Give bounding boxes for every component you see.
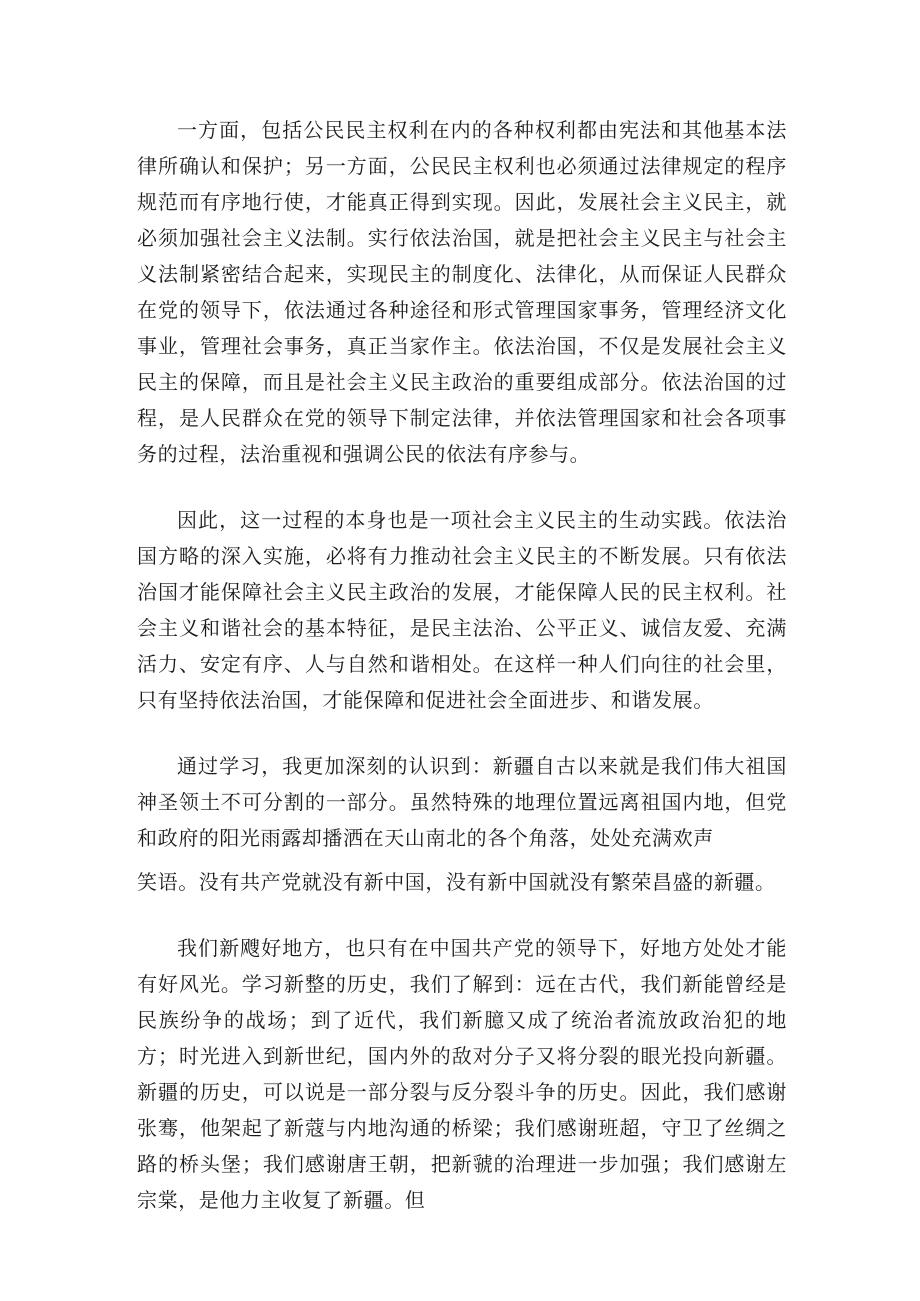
paragraph-rule-of-law: 一方面，包括公民民主权利在内的各种权利都由宪法和其他基本法律所确认和保护；另一方面，公民民主权利也必须通过法律规定的程序规范而有序地行使，才能真正得到实现。因此，发展社会主义民主，就必须加强社会主义法制。实行依法治国，就是把社会主义民主与社会主义法制紧密结合起来，实现民主的制度化、法律化，从而保证人民群众在党的领导下，依法通过各种途径和形式管理国家事务，管理经济文化事业，管理社会事务，真正当家作主。依法治国，不仅是发展社会主义民主的保障，而且是社会主义民主政治的重要组成部分。依法治国的过程，是人民群众在党的领导下制定法律，并依法管理国家和社会各项事务的过程，法治重视和强调公民的依法有序参与。 bbox=[137, 118, 787, 466]
paragraph-xinjiang-continued: 笑语。没有共产党就没有新中国，没有新中国就没有繁荣昌盛的新疆。 bbox=[137, 870, 776, 894]
paragraph-xinjiang-territory: 通过学习，我更加深刻的认识到：新疆自古以来就是我们伟大祖国神圣领土不可分割的一部分。虽然特殊的地理位置远离祖国内地，但党和政府的阳光雨露却播洒在天山南北的各个角落，处处充满欢声 bbox=[137, 754, 787, 850]
paragraph-xinjiang-history: 我们新飕好地方，也只有在中国共产党的领导下，好地方处处才能有好风光。学习新整的历史，我们了解到：远在古代，我们新能曾经是民族纷争的战场；到了近代，我们新臆又成了统治者流放政治犯的地方；时光进入到新世纪，国内外的敌对分子又将分裂的眼光投向新疆。新疆的历史，可以说是一部分裂与反分裂斗争的历史。因此，我们感谢张骞，他架起了新蔻与内地沟通的桥梁；我们感谢班超，守卫了丝绸之路的桥头堡；我们感谢唐王朝，把新虢的治理进一步加强；我们感谢左宗棠，是他力主收复了新疆。但 bbox=[137, 936, 787, 1212]
paragraph-socialist-democracy: 因此，这一过程的本身也是一项社会主义民主的生动实践。依法治国方略的深入实施，必将有力推动社会主义民主的不断发展。只有依法治国才能保障社会主义民主政治的发展，才能保障人民的民主权利。社会主义和谐社会的基本特征，是民主法治、公平正义、诚信友爱、充满活力、安定有序、人与自然和谐相处。在这样一种人们向往的社会里，只有坚持依法治国，才能保障和促进社会全面进步、和谐发展。 bbox=[137, 508, 787, 712]
document-body bbox=[137, 112, 787, 1218]
